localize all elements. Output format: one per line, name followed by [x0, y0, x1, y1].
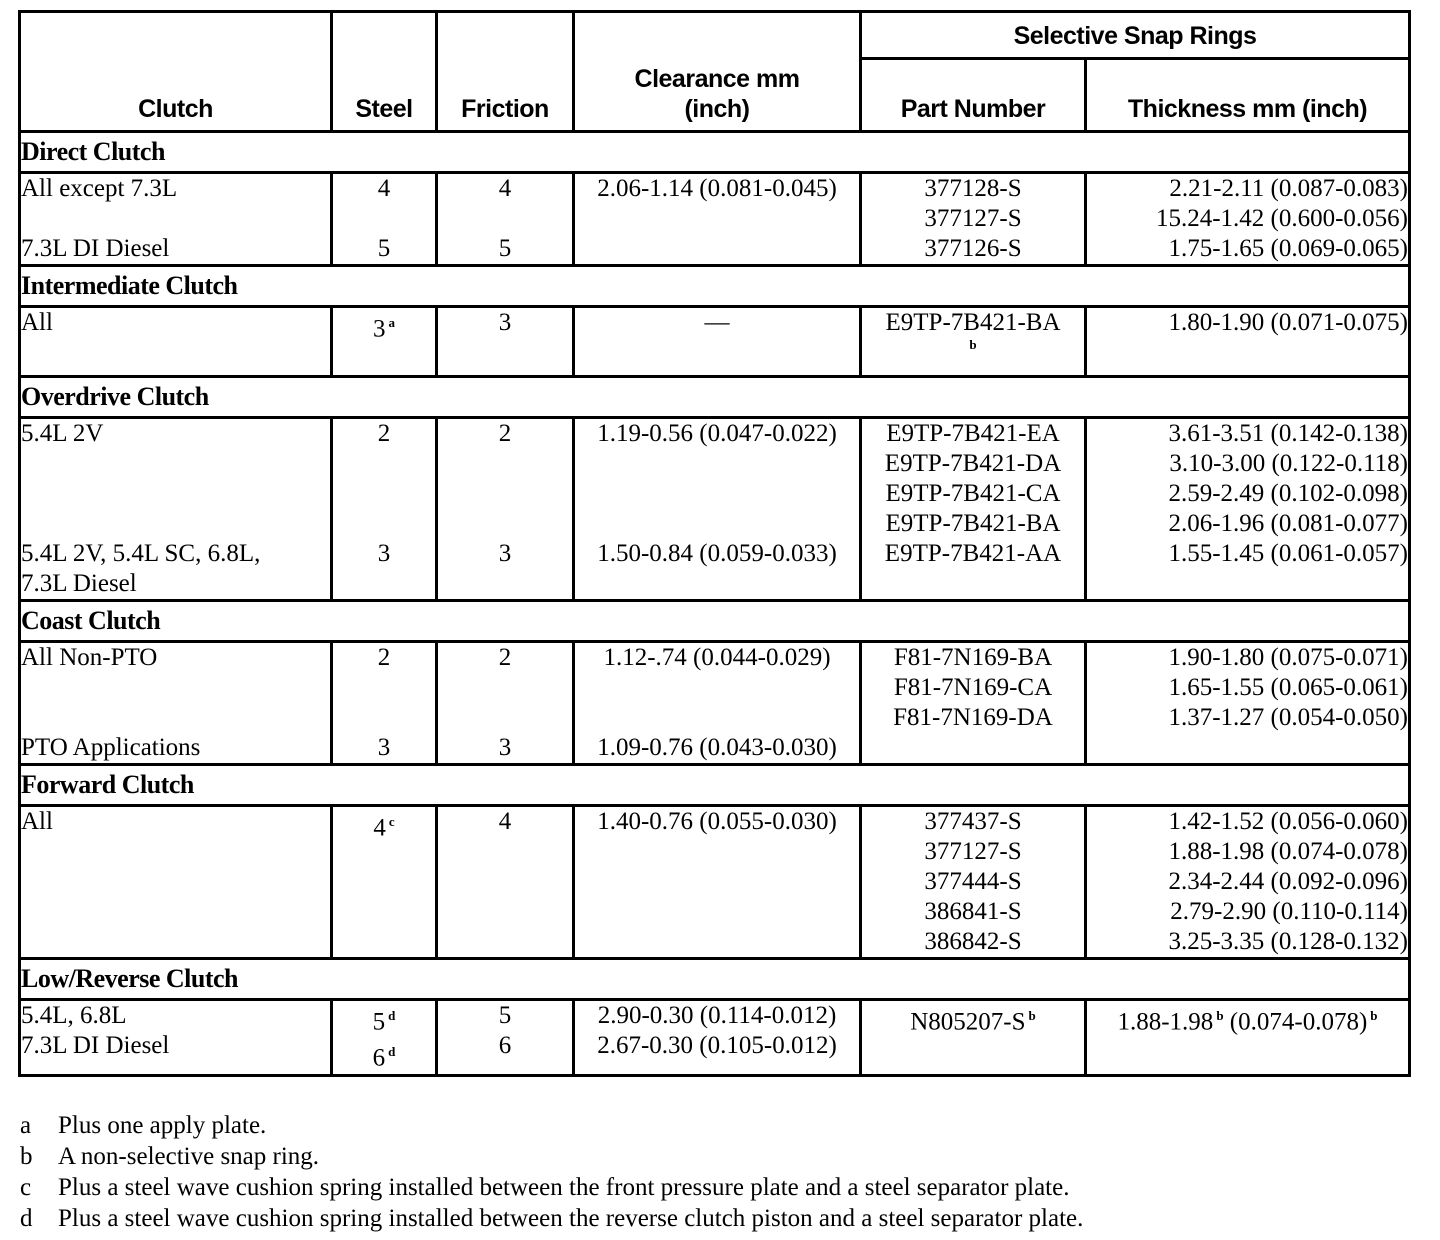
steel-count: 4 [377, 175, 391, 202]
friction-count: 3 [498, 309, 512, 336]
footnote-key: a [20, 1112, 32, 1139]
part-number: 377127-S [924, 838, 1022, 865]
thickness-value: 1.55-1.45 (0.061-0.057) [1168, 540, 1408, 567]
clutch-name: All Non-PTO [21, 644, 158, 671]
cell-friction [437, 642, 574, 765]
thickness-value: 2.59-2.49 (0.102-0.098) [1168, 480, 1408, 507]
clearance-value: 2.90-0.30 (0.114-0.012) [597, 1002, 837, 1029]
clearance-value: 1.50-0.84 (0.059-0.033) [597, 540, 837, 567]
clutch-name: 7.3L DI Diesel [21, 235, 170, 262]
cell-part-number [861, 806, 1086, 959]
clutch-name: 5.4L, 6.8L [21, 1002, 127, 1029]
thickness-value: 1.37-1.27 (0.054-0.050) [1168, 704, 1408, 731]
part-number: F81-7N169-CA [893, 674, 1053, 701]
cell-clutch [20, 307, 332, 377]
part-number: 377444-S [924, 868, 1022, 895]
cell-clearance [574, 642, 861, 765]
part-number: E9TP-7B421-AA [884, 540, 1062, 567]
clutch-name: 5.4L 2V [21, 420, 104, 447]
part-number: 377126-S [924, 235, 1022, 262]
header-clearance-line1: Clearance mm [634, 65, 800, 93]
cell-steel [332, 1000, 437, 1076]
clearance-value: 1.09-0.76 (0.043-0.030) [597, 734, 837, 761]
table-row [20, 642, 1410, 765]
cell-steel [332, 173, 437, 266]
friction-count: 5 [498, 235, 512, 262]
cell-clutch [20, 173, 332, 266]
clearance-value: 2.06-1.14 (0.081-0.045) [597, 175, 837, 202]
section-title-forward-clutch: Forward Clutch [20, 765, 1410, 806]
footnote-key: d [20, 1205, 33, 1232]
thickness-value: 2.34-2.44 (0.092-0.096) [1168, 868, 1408, 895]
thickness-value: 2.06-1.96 (0.081-0.077) [1168, 510, 1408, 537]
cell-clearance [574, 173, 861, 266]
part-number: E9TP-7B421-BA [885, 309, 1061, 336]
thickness-value: 1.42-1.52 (0.056-0.060) [1168, 808, 1408, 835]
footnote-marker: d [388, 1008, 396, 1023]
section-title-overdrive-clutch: Overdrive Clutch [20, 377, 1410, 418]
cell-thickness [1086, 307, 1410, 377]
steel-count: 2 [377, 644, 391, 671]
cell-part-number [861, 307, 1086, 377]
thickness-value: 1.90-1.80 (0.075-0.071) [1168, 644, 1408, 671]
friction-count: 6 [498, 1032, 512, 1059]
steel-count: 4 [373, 814, 386, 842]
part-number: 386841-S [924, 898, 1022, 925]
clutch-name: All [21, 808, 53, 835]
cell-friction [437, 173, 574, 266]
steel-count: 3 [373, 315, 386, 343]
thickness-value: 1.88-1.98 [1117, 1008, 1214, 1036]
thickness-value: 3.10-3.00 (0.122-0.118) [1169, 450, 1408, 477]
cell-thickness [1086, 173, 1410, 266]
header-clearance [574, 12, 861, 132]
thickness-value: 2.21-2.11 (0.087-0.083) [1169, 175, 1408, 202]
steel-count: 2 [377, 420, 391, 447]
part-number: E9TP-7B421-DA [884, 450, 1062, 477]
cell-steel [332, 806, 437, 959]
footnote [20, 1203, 1083, 1234]
thickness-value: 1.65-1.55 (0.065-0.061) [1168, 674, 1408, 701]
table-row [20, 418, 1410, 601]
cell-part-number [861, 173, 1086, 266]
clearance-value: 1.12-.74 (0.044-0.029) [603, 644, 831, 671]
footnotes [20, 1110, 1083, 1234]
footnote-marker: b [969, 337, 977, 352]
cell-steel [332, 418, 437, 601]
section-title-low-reverse-clutch: Low/Reverse Clutch [20, 959, 1410, 1000]
cell-thickness [1086, 1000, 1410, 1076]
cell-friction [437, 1000, 574, 1076]
steel-count: 3 [377, 540, 391, 567]
part-number: F81-7N169-BA [893, 644, 1053, 671]
cell-clutch [20, 418, 332, 601]
footnote-text: A non-selective snap ring. [58, 1143, 320, 1170]
friction-count: 2 [498, 420, 512, 447]
table-row [20, 307, 1410, 377]
thickness-value: 1.88-1.98 (0.074-0.078) [1168, 838, 1408, 865]
cell-clutch [20, 806, 332, 959]
friction-count: 2 [498, 644, 512, 671]
cell-friction [437, 418, 574, 601]
friction-count: 4 [498, 175, 512, 202]
footnote [20, 1172, 1083, 1203]
footnote-marker: b [1028, 1008, 1036, 1023]
footnote-text: Plus a steel wave cushion spring installed between the reverse clutch piston and a steel separator plate. [58, 1205, 1084, 1232]
header-friction: Friction [437, 12, 574, 132]
part-number: N805207-S [910, 1008, 1026, 1036]
steel-count: 3 [377, 734, 391, 761]
steel-count: 5 [377, 235, 391, 262]
clearance-value: 1.19-0.56 (0.047-0.022) [597, 420, 837, 447]
cell-clearance [574, 1000, 861, 1076]
header-thickness: Thickness mm (inch) [1086, 59, 1410, 132]
clearance-value: 2.67-0.30 (0.105-0.012) [597, 1032, 837, 1059]
cell-part-number [861, 642, 1086, 765]
thickness-value: 1.80-1.90 (0.071-0.075) [1168, 309, 1408, 336]
thickness-value: 3.25-3.35 (0.128-0.132) [1168, 928, 1408, 955]
cell-clutch [20, 642, 332, 765]
cell-clearance [574, 806, 861, 959]
part-number: E9TP-7B421-BA [885, 510, 1061, 537]
steel-count: 5 [372, 1008, 386, 1036]
footnote-marker: b [1216, 1008, 1224, 1023]
header-part-number: Part Number [861, 59, 1086, 132]
footnote-marker: a [388, 315, 395, 330]
cell-steel [332, 307, 437, 377]
thickness-value: 15.24-1.42 (0.600-0.056) [1155, 205, 1408, 232]
part-number: E9TP-7B421-EA [886, 420, 1060, 447]
part-number: 377128-S [924, 175, 1022, 202]
clutch-name: 7.3L Diesel [21, 570, 137, 597]
cell-part-number [861, 418, 1086, 601]
thickness-value: 2.79-2.90 (0.110-0.114) [1170, 898, 1408, 925]
steel-count: 6 [372, 1044, 386, 1072]
footnote-marker: d [388, 1044, 396, 1060]
clutch-name: All except 7.3L [21, 175, 178, 202]
header-steel: Steel [332, 12, 437, 132]
clutch-name: PTO Applications [21, 734, 201, 761]
table-row [20, 1000, 1410, 1076]
cell-clutch [20, 1000, 332, 1076]
clearance-value: — [704, 309, 730, 336]
header-selective-snap-rings: Selective Snap Rings [861, 12, 1410, 59]
friction-count: 3 [498, 540, 512, 567]
cell-thickness [1086, 418, 1410, 601]
part-number: 377437-S [924, 808, 1022, 835]
footnote-text: Plus a steel wave cushion spring installed between the front pressure plate and a steel separator plate. [58, 1174, 1070, 1201]
footnote-key: c [20, 1174, 32, 1201]
table-row [20, 806, 1410, 959]
clutch-specification-table [18, 10, 1411, 1077]
cell-part-number [861, 1000, 1086, 1076]
footnote-marker: b [1370, 1008, 1378, 1023]
thickness-value: (0.074-0.078) [1229, 1008, 1368, 1036]
thickness-value: 3.61-3.51 (0.142-0.138) [1168, 420, 1408, 447]
header-clutch: Clutch [20, 12, 332, 132]
part-number: E9TP-7B421-CA [885, 480, 1061, 507]
cell-thickness [1086, 806, 1410, 959]
part-number: 377127-S [924, 205, 1022, 232]
cell-clearance [574, 307, 861, 377]
thickness-value: 1.75-1.65 (0.069-0.065) [1168, 235, 1408, 262]
friction-count: 3 [498, 734, 512, 761]
table-row [20, 173, 1410, 266]
cell-thickness [1086, 642, 1410, 765]
header-clearance-line2: (inch) [684, 95, 750, 123]
part-number: 386842-S [924, 928, 1022, 955]
clutch-name: 7.3L DI Diesel [21, 1032, 170, 1059]
cell-friction [437, 806, 574, 959]
clutch-name: All [21, 309, 53, 336]
part-number: F81-7N169-DA [893, 704, 1053, 731]
footnote-marker: c [388, 814, 395, 829]
footnote [20, 1141, 1083, 1172]
cell-clearance [574, 418, 861, 601]
section-title-intermediate-clutch: Intermediate Clutch [20, 266, 1410, 307]
clearance-value: 1.40-0.76 (0.055-0.030) [597, 808, 837, 835]
clutch-name: 5.4L 2V, 5.4L SC, 6.8L, [21, 540, 261, 567]
cell-steel [332, 642, 437, 765]
cell-friction [437, 307, 574, 377]
footnote [20, 1110, 1083, 1141]
section-title-coast-clutch: Coast Clutch [20, 601, 1410, 642]
footnote-key: b [20, 1143, 33, 1170]
footnote-text: Plus one apply plate. [58, 1112, 267, 1139]
friction-count: 4 [498, 808, 512, 835]
friction-count: 5 [498, 1002, 512, 1029]
section-title-direct-clutch: Direct Clutch [20, 132, 1410, 173]
